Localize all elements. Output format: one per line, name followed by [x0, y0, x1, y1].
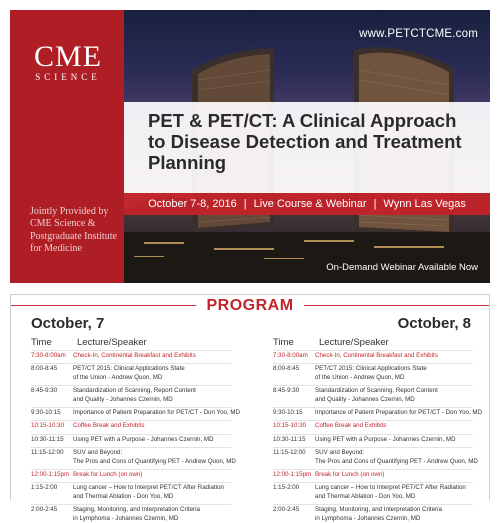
row-divider: [273, 434, 473, 435]
session-time: 12:00-1:15pm: [273, 471, 312, 478]
session-time: 1:15-2:00: [31, 484, 58, 492]
session-description: [315, 449, 478, 466]
session-description: [315, 436, 456, 444]
session-line: Using PET with a Purpose - Johannes Czernin, MD: [315, 435, 456, 443]
event-info-bar: October 7-8, 2016 | Live Course & Webinar | Wynn Las Vegas: [124, 193, 490, 215]
cme-science-logo: [18, 42, 118, 82]
session-line: The Pros and Cons of Quantifying PET - Andrew Quon, MD: [73, 457, 236, 465]
session-line: in Lymphoma - Johannes Czernin, MD: [73, 514, 179, 522]
promo-banner: [10, 10, 490, 283]
col-header-time: Time: [273, 337, 294, 348]
session-line: The Pros and Cons of Quantifying PET - Andrew Quon, MD: [315, 457, 478, 465]
session-time: 10:15-10:30: [31, 422, 65, 430]
session-time: 8:45-9:30: [273, 387, 300, 395]
row-divider: [273, 482, 473, 483]
session-line: Check-In, Continental Breakfast and Exhibits: [315, 352, 438, 359]
session-description: [315, 409, 482, 417]
session-time: 9:30-10:15: [273, 409, 303, 416]
session-line: Lung cancer – How to Interpret PET/CT After Radiation: [315, 484, 466, 492]
session-time: 10:30-11:15: [273, 435, 306, 443]
session-line: Coffee Break and Exhibits: [315, 422, 387, 430]
event-date: October 7-8, 2016: [148, 198, 237, 210]
col-header-time: Time: [31, 337, 52, 348]
title-panel: [124, 102, 490, 193]
session-line: Importance of Patient Preparation for PET/CT - Don Yoo, MD: [315, 409, 483, 416]
col-header-lecture: Lecture/Speaker: [77, 337, 147, 348]
session-time: 1:15-2:00: [273, 484, 300, 492]
row-divider: [273, 504, 473, 505]
session-line: of the Union - Andrew Quon, MD: [315, 373, 405, 381]
session-time: 8:45-9:30: [31, 387, 58, 395]
session-time: 2:00-2:45: [31, 506, 58, 514]
row-divider: [273, 363, 473, 364]
row-divider: [31, 447, 231, 448]
day-title-oct-8: October, 8: [397, 315, 471, 332]
course-title: PET & PET/CT: A Clinical Approach to Disease Detection and Treatment Planning: [148, 110, 462, 173]
session-time: 10:15-10:30: [273, 422, 307, 430]
session-time: 10:30-11:15: [31, 435, 64, 443]
row-divider: [273, 469, 473, 470]
session-description: [315, 471, 384, 479]
session-description: [73, 449, 236, 466]
hotel-photo: [124, 10, 490, 283]
session-line: in Lymphoma - Johannes Czernin, MD: [315, 514, 421, 522]
session-line: Staging, Monitoring, and Interpretation Criteria: [315, 506, 442, 514]
session-line: SUV and Beyond:: [315, 449, 365, 457]
joint-provider-note: Jointly Provided by CME Science & Postgraduate Institute for Medicine: [30, 206, 117, 254]
col-header-lecture: Lecture/Speaker: [319, 337, 389, 348]
session-description: [315, 422, 386, 430]
session-time: 7:30-8:00am: [31, 352, 66, 359]
row-divider: [31, 434, 231, 435]
session-line: and Quality - Johannes Czernin, MD: [73, 395, 173, 403]
row-divider: [273, 385, 473, 386]
row-divider: [273, 420, 473, 421]
session-description: [73, 409, 240, 417]
session-description: [315, 352, 438, 360]
session-line: and Thermal Ablation - Don Yoo, MD: [73, 492, 174, 500]
session-description: [73, 506, 200, 523]
session-line: of the Union - Andrew Quon, MD: [73, 373, 163, 381]
session-line: and Quality - Johannes Czernin, MD: [315, 395, 415, 403]
row-divider: [31, 504, 231, 505]
session-description: [73, 471, 142, 479]
session-line: Lung cancer – How to Interpret PET/CT After Radiation: [73, 484, 224, 492]
row-divider: [31, 385, 231, 386]
session-description: [315, 506, 442, 523]
session-time: 8:00-8:45: [273, 365, 300, 373]
session-line: Break for Lunch (on own): [315, 471, 385, 478]
session-time: 8:00-8:45: [31, 365, 58, 373]
brand-sidebar: [10, 10, 124, 283]
session-line: Standardization of Scanning, Report Content: [73, 387, 196, 395]
session-description: [73, 387, 196, 404]
session-description: [315, 484, 466, 501]
row-divider: [273, 350, 473, 351]
row-divider: [273, 447, 473, 448]
session-description: [73, 422, 144, 430]
row-divider: [31, 469, 231, 470]
session-description: [73, 484, 224, 501]
logo-main-text: CME: [33, 40, 102, 73]
session-description: [73, 352, 196, 360]
session-description: [73, 365, 185, 382]
session-description: [73, 436, 214, 444]
event-format: Live Course & Webinar: [253, 198, 367, 210]
program-section: [10, 294, 490, 522]
website-link[interactable]: www.PETCTCME.com: [359, 28, 478, 40]
row-divider: [31, 350, 231, 351]
row-divider: [31, 482, 231, 483]
on-demand-note: On-Demand Webinar Available Now: [326, 262, 478, 273]
session-line: Break for Lunch (on own): [73, 471, 143, 478]
row-divider: [31, 420, 231, 421]
row-divider: [31, 363, 231, 364]
session-line: Standardization of Scanning, Report Content: [315, 387, 438, 395]
event-venue: Wynn Las Vegas: [383, 198, 466, 210]
session-time: 12:00-1:15pm: [31, 471, 70, 478]
session-time: 7:30-8:00am: [273, 352, 308, 359]
session-description: [315, 365, 427, 382]
session-time: 2:00-2:45: [273, 506, 300, 514]
row-divider: [273, 407, 473, 408]
logo-sub-text: SCIENCE: [35, 72, 101, 82]
session-line: and Thermal Ablation - Don Yoo, MD: [315, 492, 416, 500]
session-line: Staging, Monitoring, and Interpretation Criteria: [73, 506, 200, 514]
session-line: Check-In, Continental Breakfast and Exhibits: [73, 352, 196, 359]
session-time: 9:30-10:15: [31, 409, 61, 416]
session-line: Using PET with a Purpose - Johannes Czernin, MD: [73, 435, 214, 443]
session-time: 11:15-12:00: [273, 449, 306, 457]
program-heading: PROGRAM: [196, 295, 304, 317]
session-line: SUV and Beyond:: [73, 449, 123, 457]
session-line: Importance of Patient Preparation for PET/CT - Don Yoo, MD: [73, 409, 241, 416]
session-line: PET/CT 2015: Clinical Applications State: [73, 365, 185, 373]
day-title-oct-7: October, 7: [31, 315, 105, 332]
session-time: 11:15-12:00: [31, 449, 64, 457]
session-description: [315, 387, 438, 404]
session-line: PET/CT 2015: Clinical Applications State: [315, 365, 427, 373]
row-divider: [31, 407, 231, 408]
session-line: Coffee Break and Exhibits: [73, 422, 145, 430]
